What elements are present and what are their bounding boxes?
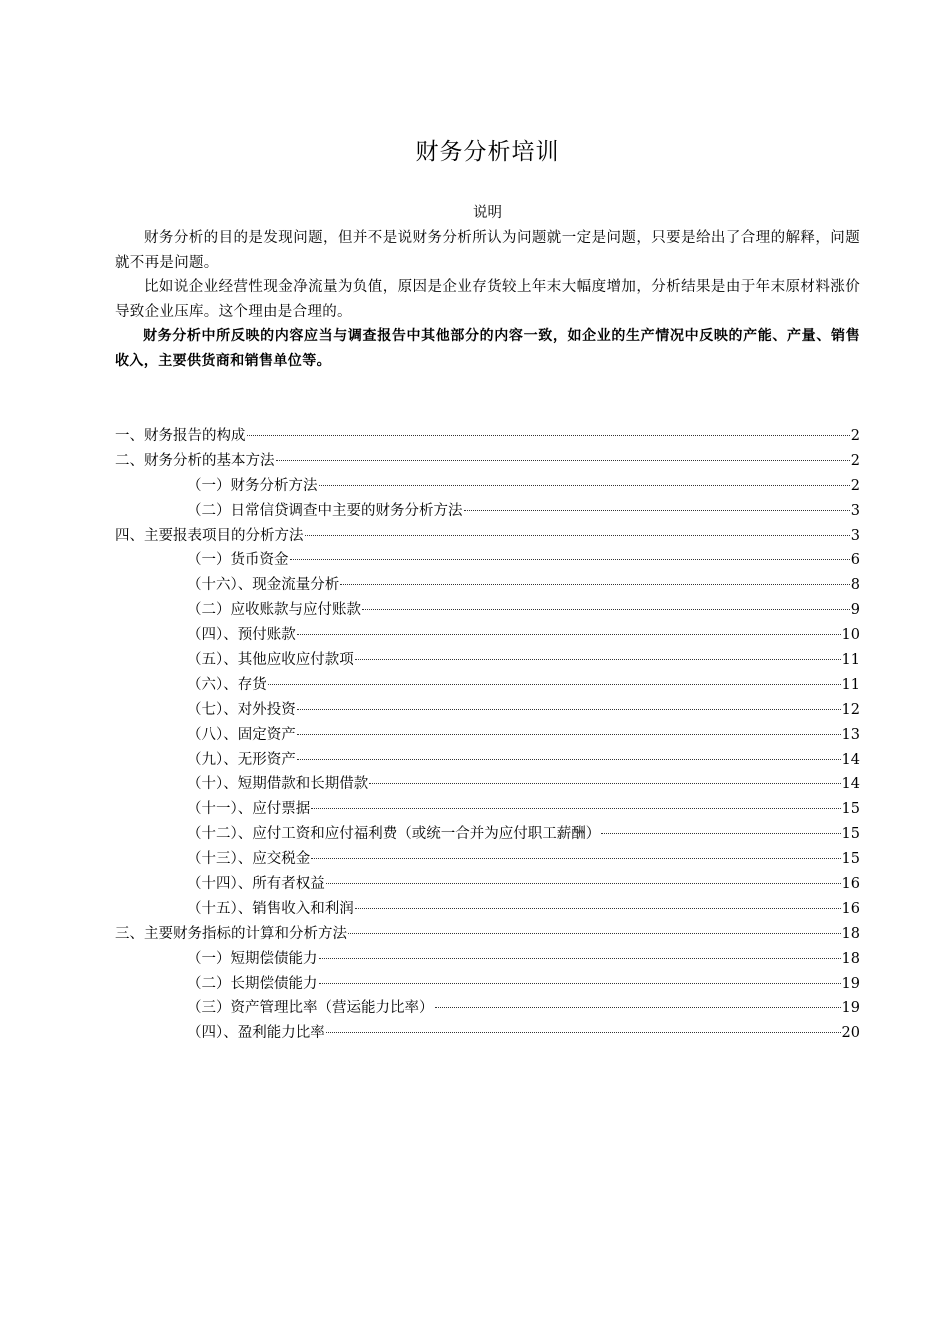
toc-entry-label: （二）应收账款与应付账款 [187,602,361,619]
toc-entry-label: 二、财务分析的基本方法 [115,452,275,469]
toc-entry[interactable] [115,449,860,474]
toc-entry-page-number: 3 [850,527,860,544]
toc-entry[interactable] [115,947,860,972]
toc-entry-page-number: 19 [841,975,860,992]
toc-dot-leader [297,734,841,735]
toc-entry[interactable] [115,847,860,872]
document-subtitle: 说明 [473,205,502,221]
toc-entry[interactable] [115,723,860,748]
toc-entry[interactable] [115,872,860,897]
toc-entry-page-number: 15 [841,801,860,818]
toc-entry-label: （五）、其他应收应付款项 [187,652,354,669]
toc-dot-leader [435,1007,841,1008]
toc-entry[interactable] [115,424,860,449]
toc-dot-leader [311,858,840,859]
toc-dot-leader [464,510,850,511]
toc-dot-leader [311,808,840,809]
intro-section [115,226,860,373]
toc-entry[interactable] [115,698,860,723]
toc-dot-leader [268,684,841,685]
toc-dot-leader [319,958,841,959]
toc-dot-leader [340,584,850,585]
toc-entry-page-number: 15 [841,851,860,868]
toc-entry-label: （十四）、所有者权益 [187,876,325,893]
toc-entry-page-number: 20 [841,1025,860,1042]
toc-entry-page-number: 2 [850,428,860,444]
toc-entry-label: （四）、盈利能力比率 [187,1025,325,1042]
intro-paragraph-2: 比如说企业经营性现金净流量为负值，原因是企业存货较上年末大幅度增加，分析结果是由于年末原材料涨价导致企业压库。这个理由是合理的。 [115,279,860,320]
toc-dot-leader [247,435,850,436]
toc-entry[interactable] [115,822,860,847]
toc-entry-page-number: 2 [850,452,860,469]
toc-entry-page-number: 15 [841,826,860,843]
toc-dot-leader [297,759,841,760]
table-of-contents [115,424,860,1046]
toc-entry[interactable] [115,673,860,698]
toc-entry-page-number: 16 [841,876,860,893]
toc-entry-label: （三）资产管理比率（营运能力比率） [187,1000,434,1017]
toc-dot-leader [326,1032,841,1033]
toc-entry[interactable] [115,772,860,797]
toc-entry[interactable] [115,598,860,623]
toc-entry[interactable] [115,748,860,773]
toc-entry[interactable] [115,1021,860,1046]
toc-dot-leader [276,460,850,461]
toc-entry[interactable] [115,897,860,922]
toc-entry-page-number: 10 [841,627,860,644]
toc-entry[interactable] [115,573,860,598]
toc-entry-label: （六）、存货 [187,676,267,693]
toc-entry-label: 四、主要报表项目的分析方法 [115,527,304,544]
toc-dot-leader [348,933,841,934]
intro-paragraph-1: 财务分析的目的是发现问题，但并不是说财务分析所认为问题就一定是问题，只要是给出了合理的解释，问题就不再是问题。 [115,230,860,271]
toc-entry[interactable] [115,922,860,947]
toc-dot-leader [355,659,841,660]
toc-entry-page-number: 16 [841,900,860,917]
toc-entry[interactable] [115,548,860,573]
toc-entry-label: （九）、无形资产 [187,751,296,768]
toc-entry-page-number: 6 [850,552,860,569]
toc-entry-page-number: 18 [841,925,860,942]
toc-entry[interactable] [115,648,860,673]
toc-entry-label: （一）货币资金 [187,552,289,569]
toc-entry-label: （十六）、现金流量分析 [187,577,340,594]
intro-paragraph-3-bold: 财务分析中所反映的内容应当与调查报告中其他部分的内容一致，如企业的生产情况中反映的产能、产量、销售收入，主要供货商和销售单位等。 [115,328,860,369]
toc-dot-leader [601,833,840,834]
toc-entry-page-number: 19 [841,1000,860,1017]
toc-dot-leader [297,709,841,710]
toc-entry[interactable] [115,524,860,549]
toc-dot-leader [297,634,841,635]
toc-entry-label: 一、财务报告的构成 [115,428,246,444]
document-title: 财务分析培训 [415,139,560,165]
toc-entry[interactable] [115,623,860,648]
toc-entry-label: （八）、固定资产 [187,726,296,743]
toc-entry-page-number: 9 [850,602,860,619]
toc-dot-leader [290,559,850,560]
toc-entry[interactable] [115,499,860,524]
toc-entry-page-number: 14 [841,751,860,768]
toc-entry[interactable] [115,474,860,499]
toc-entry-label: （二）日常信贷调查中主要的财务分析方法 [187,502,463,519]
toc-entry[interactable] [115,972,860,997]
toc-entry-page-number: 11 [841,676,860,693]
toc-dot-leader [326,883,841,884]
toc-entry-page-number: 13 [841,726,860,743]
toc-entry[interactable] [115,996,860,1021]
toc-entry-page-number: 2 [850,477,860,494]
toc-entry-page-number: 11 [841,652,860,669]
toc-entry-page-number: 8 [850,577,860,594]
toc-entry[interactable] [115,797,860,822]
toc-entry-label: （一）短期偿债能力 [187,950,318,967]
toc-entry-page-number: 14 [841,776,860,793]
toc-entry-label: （十二）、应付工资和应付福利费（或统一合并为应付职工薪酬） [187,826,601,843]
toc-entry-label: （十）、短期借款和长期借款 [187,776,369,793]
toc-entry-page-number: 18 [841,950,860,967]
toc-entry-page-number: 3 [850,502,860,519]
toc-entry-label: （十三）、应交税金 [187,851,311,868]
toc-entry-label: （二）长期偿债能力 [187,975,318,992]
toc-entry-label: （十一）、应付票据 [187,801,311,818]
toc-entry-label: （四）、预付账款 [187,627,296,644]
toc-entry-label: （七）、对外投资 [187,701,296,718]
toc-dot-leader [362,609,850,610]
toc-dot-leader [369,783,840,784]
toc-dot-leader [305,535,850,536]
toc-entry-label: （十五）、销售收入和利润 [187,900,354,917]
toc-entry-label: （一）财务分析方法 [187,477,318,494]
toc-entry-label: 三、主要财务指标的计算和分析方法 [115,925,347,942]
toc-dot-leader [319,485,850,486]
toc-entry-page-number: 12 [841,701,860,718]
toc-dot-leader [319,983,841,984]
toc-dot-leader [355,908,841,909]
